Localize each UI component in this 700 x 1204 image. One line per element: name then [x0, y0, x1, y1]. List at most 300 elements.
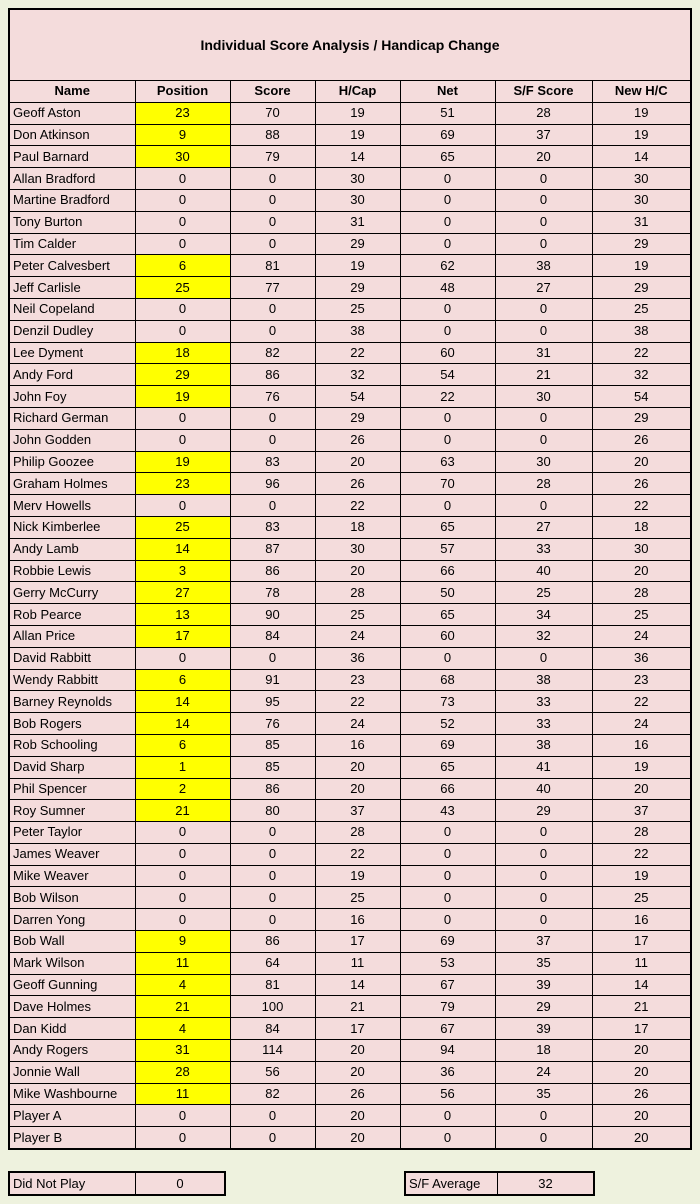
score-cell: 86: [230, 778, 315, 800]
score-cell: 96: [230, 473, 315, 495]
new-hc-cell: 20: [592, 1040, 690, 1062]
new-hc-cell: 30: [592, 189, 690, 211]
name-cell: Dan Kidd: [10, 1018, 135, 1040]
position-cell: 14: [135, 691, 230, 713]
hcap-cell: 36: [315, 647, 400, 669]
hcap-cell: 37: [315, 800, 400, 822]
position-cell: 29: [135, 364, 230, 386]
score-cell: 0: [230, 211, 315, 233]
sf-score-cell: 0: [495, 168, 592, 190]
position-cell: 2: [135, 778, 230, 800]
net-cell: 0: [400, 429, 495, 451]
position-cell: 11: [135, 952, 230, 974]
score-cell: 82: [230, 342, 315, 364]
name-cell: David Sharp: [10, 756, 135, 778]
new-hc-cell: 28: [592, 822, 690, 844]
sf-score-cell: 39: [495, 1018, 592, 1040]
sheet-title: Individual Score Analysis / Handicap Change: [10, 10, 690, 81]
position-cell: 30: [135, 146, 230, 168]
net-cell: 70: [400, 473, 495, 495]
sf-score-cell: 0: [495, 320, 592, 342]
hcap-cell: 22: [315, 843, 400, 865]
hcap-cell: 21: [315, 996, 400, 1018]
position-cell: 0: [135, 822, 230, 844]
table-row: [10, 124, 690, 146]
score-cell: 90: [230, 604, 315, 626]
table-row: [10, 1040, 690, 1062]
position-cell: 0: [135, 211, 230, 233]
position-cell: 31: [135, 1040, 230, 1062]
position-cell: 18: [135, 342, 230, 364]
new-hc-cell: 31: [592, 211, 690, 233]
name-cell: Martine Bradford: [10, 189, 135, 211]
name-cell: Geoff Gunning: [10, 974, 135, 996]
table-row: [10, 647, 690, 669]
hcap-cell: 28: [315, 822, 400, 844]
score-cell: 0: [230, 1127, 315, 1148]
net-cell: 68: [400, 669, 495, 691]
score-cell: 86: [230, 931, 315, 953]
sf-score-cell: 0: [495, 865, 592, 887]
sf-score-cell: 0: [495, 1105, 592, 1127]
hcap-cell: 38: [315, 320, 400, 342]
sf-score-cell: 30: [495, 386, 592, 408]
table-row: [10, 1127, 690, 1148]
new-hc-cell: 25: [592, 887, 690, 909]
position-cell: 19: [135, 451, 230, 473]
name-cell: John Godden: [10, 429, 135, 451]
sf-average-box: [404, 1171, 595, 1196]
hcap-cell: 30: [315, 538, 400, 560]
hcap-cell: 25: [315, 604, 400, 626]
sf-score-cell: 37: [495, 931, 592, 953]
score-cell: 0: [230, 233, 315, 255]
hcap-cell: 18: [315, 516, 400, 538]
hcap-cell: 16: [315, 734, 400, 756]
sf-score-cell: 33: [495, 691, 592, 713]
net-cell: 0: [400, 211, 495, 233]
sf-score-cell: 18: [495, 1040, 592, 1062]
net-cell: 67: [400, 974, 495, 996]
net-cell: 65: [400, 146, 495, 168]
score-cell: 79: [230, 146, 315, 168]
hcap-cell: 14: [315, 146, 400, 168]
table-row: [10, 931, 690, 953]
hcap-cell: 31: [315, 211, 400, 233]
new-hc-cell: 36: [592, 647, 690, 669]
name-cell: Barney Reynolds: [10, 691, 135, 713]
net-cell: 22: [400, 386, 495, 408]
name-cell: Jeff Carlisle: [10, 277, 135, 299]
sf-score-cell: 0: [495, 298, 592, 320]
net-cell: 0: [400, 1127, 495, 1148]
score-cell: 0: [230, 189, 315, 211]
sf-score-cell: 38: [495, 734, 592, 756]
name-cell: Bob Wilson: [10, 887, 135, 909]
table-row: [10, 865, 690, 887]
score-cell: 0: [230, 865, 315, 887]
new-hc-cell: 22: [592, 843, 690, 865]
table-row: [10, 429, 690, 451]
position-cell: 0: [135, 647, 230, 669]
net-cell: 0: [400, 495, 495, 517]
table-row: [10, 102, 690, 124]
hcap-cell: 26: [315, 1083, 400, 1105]
new-hc-cell: 20: [592, 451, 690, 473]
new-hc-cell: 25: [592, 298, 690, 320]
sf-average-label: S/F Average: [406, 1173, 498, 1194]
name-cell: Nick Kimberlee: [10, 516, 135, 538]
new-hc-cell: 17: [592, 931, 690, 953]
position-cell: 23: [135, 473, 230, 495]
position-cell: 11: [135, 1083, 230, 1105]
hcap-cell: 14: [315, 974, 400, 996]
position-cell: 14: [135, 713, 230, 735]
score-cell: 78: [230, 582, 315, 604]
net-cell: 0: [400, 168, 495, 190]
table-row: [10, 1018, 690, 1040]
hcap-cell: 19: [315, 102, 400, 124]
hcap-cell: 20: [315, 1127, 400, 1148]
hcap-cell: 29: [315, 407, 400, 429]
sf-score-cell: 35: [495, 952, 592, 974]
new-hc-cell: 19: [592, 102, 690, 124]
score-cell: 81: [230, 974, 315, 996]
new-hc-cell: 26: [592, 429, 690, 451]
name-cell: Andy Lamb: [10, 538, 135, 560]
table-row: [10, 298, 690, 320]
net-cell: 57: [400, 538, 495, 560]
score-cell: 95: [230, 691, 315, 713]
name-cell: Bob Wall: [10, 931, 135, 953]
net-cell: 0: [400, 865, 495, 887]
net-cell: 62: [400, 255, 495, 277]
name-cell: Philip Goozee: [10, 451, 135, 473]
net-cell: 0: [400, 298, 495, 320]
new-hc-cell: 30: [592, 538, 690, 560]
score-cell: 91: [230, 669, 315, 691]
table-row: [10, 386, 690, 408]
hcap-cell: 23: [315, 669, 400, 691]
new-hc-cell: 54: [592, 386, 690, 408]
new-hc-cell: 26: [592, 473, 690, 495]
net-cell: 0: [400, 407, 495, 429]
table-row: [10, 1105, 690, 1127]
sf-score-cell: 28: [495, 102, 592, 124]
name-cell: James Weaver: [10, 843, 135, 865]
hcap-cell: 26: [315, 473, 400, 495]
score-cell: 0: [230, 407, 315, 429]
net-cell: 69: [400, 124, 495, 146]
sf-score-cell: 38: [495, 669, 592, 691]
new-hc-cell: 21: [592, 996, 690, 1018]
new-hc-cell: 22: [592, 691, 690, 713]
net-cell: 0: [400, 189, 495, 211]
name-cell: Rob Schooling: [10, 734, 135, 756]
table-row: [10, 625, 690, 647]
score-cell: 0: [230, 320, 315, 342]
score-cell: 84: [230, 1018, 315, 1040]
net-cell: 73: [400, 691, 495, 713]
score-cell: 76: [230, 713, 315, 735]
net-cell: 60: [400, 342, 495, 364]
sf-score-cell: 20: [495, 146, 592, 168]
score-cell: 56: [230, 1061, 315, 1083]
position-cell: 6: [135, 255, 230, 277]
score-sheet: [8, 8, 692, 1150]
new-hc-cell: 19: [592, 756, 690, 778]
score-cell: 80: [230, 800, 315, 822]
table-row: [10, 669, 690, 691]
net-cell: 66: [400, 560, 495, 582]
position-cell: 0: [135, 407, 230, 429]
new-hc-cell: 19: [592, 865, 690, 887]
sf-score-cell: 27: [495, 516, 592, 538]
position-cell: 28: [135, 1061, 230, 1083]
sf-score-cell: 40: [495, 778, 592, 800]
position-cell: 0: [135, 865, 230, 887]
new-hc-cell: 38: [592, 320, 690, 342]
position-cell: 23: [135, 102, 230, 124]
table-row: [10, 560, 690, 582]
position-cell: 0: [135, 909, 230, 931]
new-hc-cell: 26: [592, 1083, 690, 1105]
hcap-cell: 24: [315, 713, 400, 735]
net-cell: 0: [400, 887, 495, 909]
sf-score-cell: 40: [495, 560, 592, 582]
sf-score-cell: 0: [495, 407, 592, 429]
score-cell: 100: [230, 996, 315, 1018]
col-header-hcap: H/Cap: [315, 81, 400, 102]
table-row: [10, 691, 690, 713]
table-row: [10, 277, 690, 299]
name-cell: Lee Dyment: [10, 342, 135, 364]
position-cell: 0: [135, 298, 230, 320]
score-cell: 0: [230, 843, 315, 865]
sf-score-cell: 34: [495, 604, 592, 626]
score-cell: 70: [230, 102, 315, 124]
net-cell: 43: [400, 800, 495, 822]
table-row: [10, 168, 690, 190]
new-hc-cell: 19: [592, 124, 690, 146]
score-cell: 64: [230, 952, 315, 974]
score-cell: 83: [230, 516, 315, 538]
name-cell: Tony Burton: [10, 211, 135, 233]
name-cell: Tim Calder: [10, 233, 135, 255]
sf-score-cell: 21: [495, 364, 592, 386]
sf-average-value: 32: [538, 1176, 553, 1191]
net-cell: 63: [400, 451, 495, 473]
sf-score-cell: 27: [495, 277, 592, 299]
net-cell: 0: [400, 233, 495, 255]
net-cell: 69: [400, 734, 495, 756]
sf-score-cell: 0: [495, 495, 592, 517]
hcap-cell: 25: [315, 298, 400, 320]
table-row: [10, 713, 690, 735]
col-header-net: Net: [400, 81, 495, 102]
new-hc-cell: 29: [592, 407, 690, 429]
name-cell: Allan Bradford: [10, 168, 135, 190]
col-header-sf-score: S/F Score: [495, 81, 592, 102]
hcap-cell: 54: [315, 386, 400, 408]
score-cell: 0: [230, 429, 315, 451]
net-cell: 0: [400, 320, 495, 342]
table-row: [10, 887, 690, 909]
hcap-cell: 19: [315, 865, 400, 887]
position-cell: 9: [135, 931, 230, 953]
sf-score-cell: 0: [495, 647, 592, 669]
position-cell: 21: [135, 800, 230, 822]
new-hc-cell: 29: [592, 277, 690, 299]
score-cell: 88: [230, 124, 315, 146]
table-row: [10, 952, 690, 974]
name-cell: Player B: [10, 1127, 135, 1148]
sf-score-cell: 0: [495, 1127, 592, 1148]
hcap-cell: 17: [315, 931, 400, 953]
net-cell: 66: [400, 778, 495, 800]
header-row: [10, 81, 690, 102]
score-table: [10, 81, 690, 1148]
sf-score-cell: 0: [495, 887, 592, 909]
score-cell: 77: [230, 277, 315, 299]
hcap-cell: 20: [315, 1105, 400, 1127]
hcap-cell: 32: [315, 364, 400, 386]
table-row: [10, 604, 690, 626]
sf-score-cell: 0: [495, 822, 592, 844]
position-cell: 3: [135, 560, 230, 582]
sf-score-cell: 35: [495, 1083, 592, 1105]
table-row: [10, 1083, 690, 1105]
score-cell: 84: [230, 625, 315, 647]
position-cell: 0: [135, 1127, 230, 1148]
position-cell: 21: [135, 996, 230, 1018]
position-cell: 4: [135, 1018, 230, 1040]
sf-score-cell: 0: [495, 843, 592, 865]
name-cell: Mike Washbourne: [10, 1083, 135, 1105]
new-hc-cell: 23: [592, 669, 690, 691]
score-cell: 0: [230, 887, 315, 909]
name-cell: Peter Calvesbert: [10, 255, 135, 277]
new-hc-cell: 29: [592, 233, 690, 255]
name-cell: Mike Weaver: [10, 865, 135, 887]
score-cell: 114: [230, 1040, 315, 1062]
sf-score-cell: 41: [495, 756, 592, 778]
name-cell: David Rabbitt: [10, 647, 135, 669]
position-cell: 17: [135, 625, 230, 647]
new-hc-cell: 20: [592, 560, 690, 582]
hcap-cell: 19: [315, 255, 400, 277]
score-cell: 83: [230, 451, 315, 473]
sf-score-cell: 32: [495, 625, 592, 647]
table-row: [10, 538, 690, 560]
net-cell: 52: [400, 713, 495, 735]
new-hc-cell: 16: [592, 909, 690, 931]
sf-score-cell: 0: [495, 429, 592, 451]
new-hc-cell: 14: [592, 974, 690, 996]
net-cell: 65: [400, 516, 495, 538]
col-header-name: Name: [10, 81, 135, 102]
new-hc-cell: 30: [592, 168, 690, 190]
new-hc-cell: 20: [592, 778, 690, 800]
new-hc-cell: 32: [592, 364, 690, 386]
new-hc-cell: 24: [592, 713, 690, 735]
hcap-cell: 20: [315, 778, 400, 800]
new-hc-cell: 22: [592, 495, 690, 517]
name-cell: Wendy Rabbitt: [10, 669, 135, 691]
net-cell: 53: [400, 952, 495, 974]
net-cell: 65: [400, 604, 495, 626]
table-row: [10, 974, 690, 996]
net-cell: 65: [400, 756, 495, 778]
name-cell: Denzil Dudley: [10, 320, 135, 342]
table-row: [10, 800, 690, 822]
score-cell: 82: [230, 1083, 315, 1105]
net-cell: 36: [400, 1061, 495, 1083]
score-cell: 0: [230, 298, 315, 320]
table-row: [10, 996, 690, 1018]
sf-score-cell: 29: [495, 800, 592, 822]
position-cell: 14: [135, 538, 230, 560]
col-header-position: Position: [135, 81, 230, 102]
position-cell: 0: [135, 168, 230, 190]
net-cell: 50: [400, 582, 495, 604]
sf-score-cell: 0: [495, 211, 592, 233]
position-cell: 6: [135, 734, 230, 756]
table-row: [10, 407, 690, 429]
name-cell: Graham Holmes: [10, 473, 135, 495]
net-cell: 54: [400, 364, 495, 386]
score-cell: 0: [230, 495, 315, 517]
sf-score-cell: 29: [495, 996, 592, 1018]
new-hc-cell: 24: [592, 625, 690, 647]
score-cell: 0: [230, 647, 315, 669]
name-cell: Allan Price: [10, 625, 135, 647]
table-row: [10, 364, 690, 386]
net-cell: 56: [400, 1083, 495, 1105]
name-cell: Dave Holmes: [10, 996, 135, 1018]
col-header-score: Score: [230, 81, 315, 102]
new-hc-cell: 18: [592, 516, 690, 538]
name-cell: Jonnie Wall: [10, 1061, 135, 1083]
new-hc-cell: 28: [592, 582, 690, 604]
col-header-new-hc: New H/C: [592, 81, 690, 102]
score-cell: 0: [230, 168, 315, 190]
net-cell: 48: [400, 277, 495, 299]
hcap-cell: 11: [315, 952, 400, 974]
hcap-cell: 29: [315, 233, 400, 255]
position-cell: 0: [135, 1105, 230, 1127]
new-hc-cell: 20: [592, 1105, 690, 1127]
position-cell: 25: [135, 516, 230, 538]
hcap-cell: 20: [315, 451, 400, 473]
name-cell: Geoff Aston: [10, 102, 135, 124]
name-cell: Paul Barnard: [10, 146, 135, 168]
new-hc-cell: 14: [592, 146, 690, 168]
sf-score-cell: 24: [495, 1061, 592, 1083]
net-cell: 0: [400, 1105, 495, 1127]
hcap-cell: 30: [315, 189, 400, 211]
score-cell: 85: [230, 734, 315, 756]
net-cell: 0: [400, 909, 495, 931]
name-cell: Andy Rogers: [10, 1040, 135, 1062]
did-not-play-label: Did Not Play: [10, 1173, 136, 1194]
new-hc-cell: 20: [592, 1127, 690, 1148]
name-cell: Rob Pearce: [10, 604, 135, 626]
new-hc-cell: 19: [592, 255, 690, 277]
position-cell: 27: [135, 582, 230, 604]
table-row: [10, 909, 690, 931]
new-hc-cell: 11: [592, 952, 690, 974]
